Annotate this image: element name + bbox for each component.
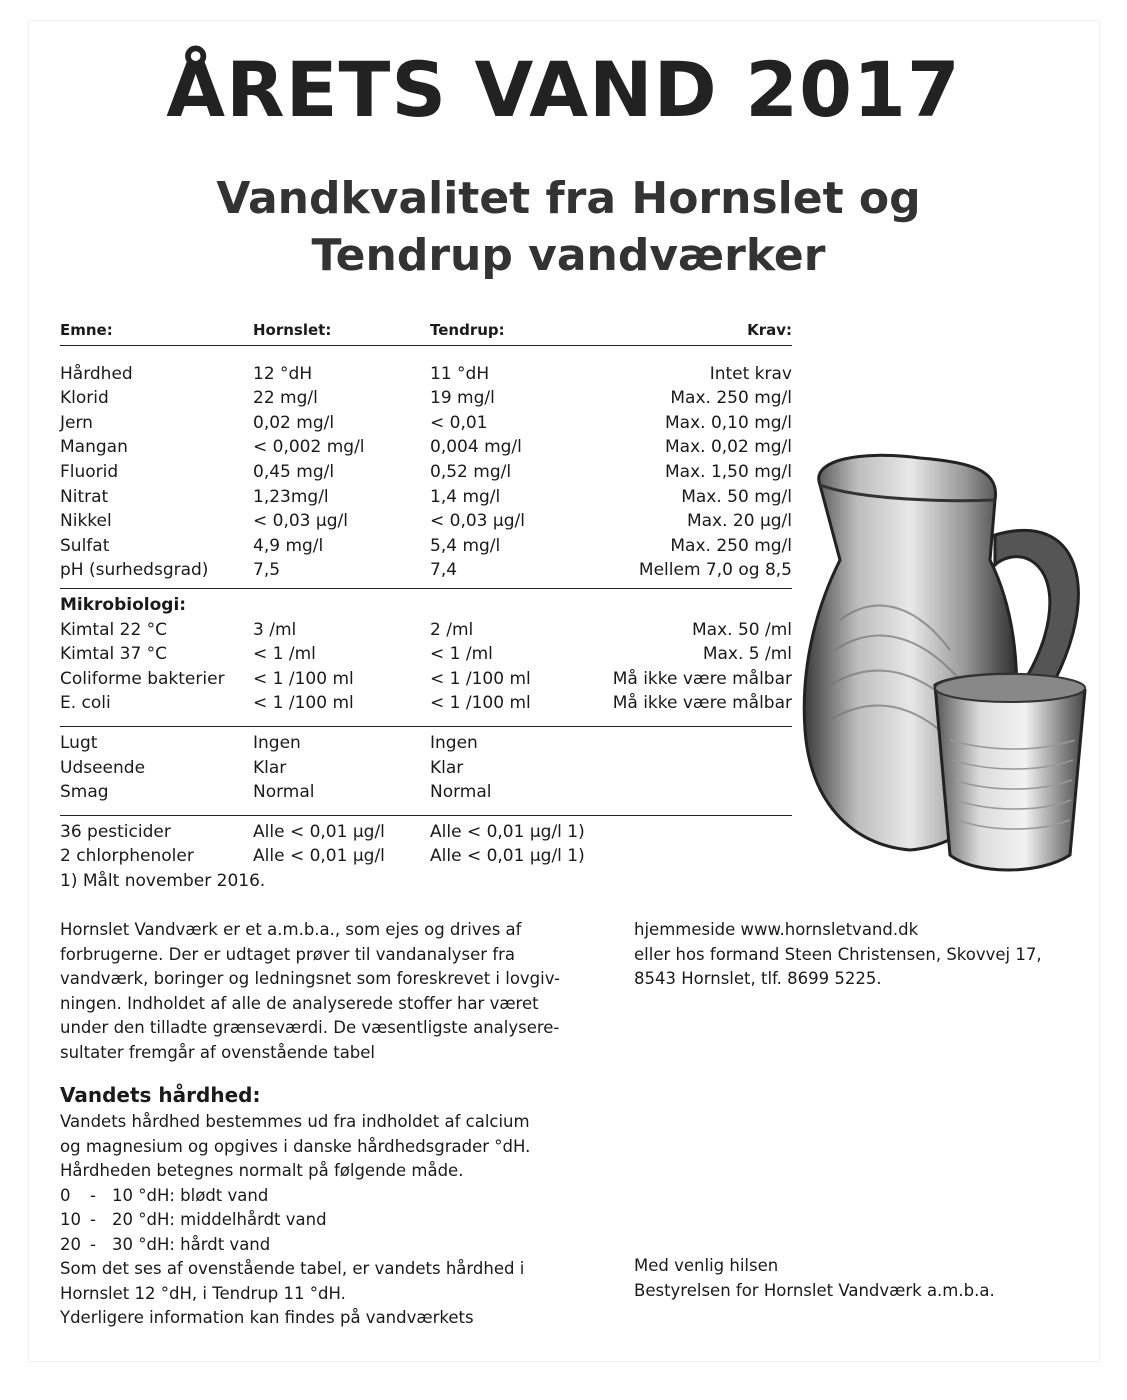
cell: Max. 50 mg/l [681, 486, 792, 507]
table-header [60, 318, 792, 343]
contact-line: eller hos formand Steen Christensen, Skovvej 17, [634, 944, 1042, 964]
header-divider [60, 345, 792, 346]
cell: 0,02 mg/l [253, 412, 335, 433]
paragraph-line: Hornslet Vandværk er et a.m.b.a., som ejes og drives af [60, 920, 522, 939]
header-tendrup: Tendrup: [430, 321, 505, 339]
contact-line: hjemmeside www.hornsletvand.dk [634, 920, 919, 939]
cell: Max. 1,50 mg/l [664, 461, 792, 482]
contact-line: 8543 Hornslet, tlf. 8699 5225. [634, 969, 882, 988]
level-dash: - [90, 1185, 96, 1205]
cell: 36 pesticider [60, 821, 171, 842]
cell: E. coli [60, 693, 111, 714]
contact-info [634, 918, 1074, 992]
glass-rim [935, 674, 1085, 702]
level-desc: 20 °dH: middelhårdt vand [112, 1210, 327, 1229]
hardness-section [60, 1110, 620, 1331]
hardness-line: Yderligere information kan findes på vandværkets [60, 1308, 474, 1327]
table-row [60, 756, 792, 781]
cell: < 0,03 µg/l [253, 511, 348, 532]
water-quality-table [60, 318, 792, 893]
cell: 4,9 mg/l [253, 535, 324, 556]
footnote-text: 1) Målt november 2016. [60, 870, 266, 891]
cell: Ingen [430, 732, 478, 753]
cell: 12 °dH [253, 363, 313, 384]
greeting-line: Med venlig hilsen [634, 1256, 779, 1275]
table-row [60, 618, 792, 643]
cell: Fluorid [60, 461, 119, 482]
table-row [60, 509, 792, 534]
cell: Klar [430, 757, 464, 778]
cell: 22 mg/l [253, 388, 318, 409]
cell: Klar [253, 757, 287, 778]
cell: Max. 20 µg/l [686, 511, 792, 532]
section-divider [60, 588, 792, 589]
cell: Må ikke være målbar [612, 668, 792, 689]
level-desc: 10 °dH: blødt vand [112, 1185, 269, 1205]
cell: < 1 /ml [253, 644, 316, 665]
hardness-line: Vandets hårdhed bestemmes ud fra indholdet af calcium [60, 1112, 530, 1131]
cell: Max. 250 mg/l [670, 388, 792, 409]
cell: < 1 /100 ml [430, 668, 531, 689]
table-row [60, 667, 792, 692]
cell: < 1 /100 ml [430, 693, 531, 714]
table-row [60, 780, 792, 805]
cell: Max. 5 /ml [702, 644, 792, 665]
cell: 7,4 [430, 560, 458, 581]
header-emne: Emne: [60, 321, 113, 339]
cell: Normal [253, 782, 315, 803]
cell: 0,004 mg/l [430, 437, 522, 458]
hardness-line: Som det ses af ovenstående tabel, er vandets hårdhed i [60, 1259, 525, 1278]
page-title: ÅRETS VAND 2017 [166, 45, 961, 134]
cell: < 1 /ml [430, 644, 493, 665]
cell: < 0,01 [430, 412, 488, 433]
cell: Udseende [60, 757, 146, 778]
greeting [634, 1254, 1074, 1303]
paragraph-line: ningen. Indholdet af alle de analyserede stoffer har været [60, 993, 539, 1013]
cell: 1,23mg/l [253, 486, 329, 507]
cell: < 1 /100 ml [253, 668, 354, 689]
cell: Max. 250 mg/l [670, 535, 792, 556]
table-row [60, 731, 792, 756]
cell: < 0,03 µg/l [430, 511, 525, 532]
cell: pH (surhedsgrad) [60, 560, 209, 581]
cell: 1,4 mg/l [430, 486, 501, 507]
cell: 0,45 mg/l [253, 461, 335, 482]
drinking-glass [935, 674, 1085, 870]
cell: Mangan [60, 437, 128, 458]
level-dash: - [90, 1234, 96, 1254]
cell: 3 /ml [253, 619, 297, 640]
cell: Ingen [253, 732, 301, 753]
table-row [60, 460, 792, 485]
hardness-line: og magnesium og opgives i danske hårdhedsgrader °dH. [60, 1136, 531, 1156]
section-divider [60, 726, 792, 727]
hardness-level [60, 1233, 620, 1258]
paragraph-line: sultater fremgår af ovenstående tabel [60, 1042, 376, 1062]
table-row [60, 691, 792, 716]
cell: Coliforme bakterier [60, 668, 225, 689]
paragraph-line: under den tilladte grænseværdi. De væsentligste analysere- [60, 1018, 560, 1037]
cell: 7,5 [253, 560, 281, 581]
table-row [60, 558, 792, 583]
cell: 11 °dH [430, 363, 490, 384]
cell: Intet krav [709, 363, 792, 384]
table-row [60, 411, 792, 436]
cell: Nitrat [60, 486, 109, 507]
hardness-line: Hårdheden betegnes normalt på følgende måde. [60, 1161, 464, 1180]
subtitle-line-2: Tendrup vandværker [311, 230, 826, 282]
subtitle-line-1: Vandkvalitet fra Hornslet og [216, 173, 921, 224]
table-row [60, 642, 792, 667]
micro-heading-label: Mikrobiologi: [60, 594, 187, 615]
cell: Kimtal 22 °C [60, 619, 168, 640]
cell: Jern [60, 412, 93, 433]
hardness-line: Hornslet 12 °dH, i Tendrup 11 °dH. [60, 1283, 346, 1303]
level-dash: - [90, 1210, 96, 1229]
footnote [60, 869, 792, 894]
cell: Klorid [60, 388, 109, 409]
cell: Alle < 0,01 µg/l 1) [430, 821, 585, 842]
cell: < 1 /100 ml [253, 693, 354, 714]
table-row [60, 485, 792, 510]
hardness-level [60, 1208, 620, 1233]
level-from: 10 [60, 1210, 81, 1229]
cell: Kimtal 37 °C [60, 644, 168, 665]
cell: 19 mg/l [430, 388, 495, 409]
level-desc: 30 °dH: hårdt vand [112, 1234, 271, 1254]
cell: Max. 50 /ml [692, 619, 792, 640]
header-hornslet: Hornslet: [253, 321, 332, 339]
cell: Alle < 0,01 µg/l 1) [430, 846, 585, 867]
cell: Alle < 0,01 µg/l [253, 846, 385, 867]
header-krav: Krav: [747, 321, 792, 339]
level-from: 20 [60, 1234, 81, 1254]
cell: Smag [60, 782, 109, 803]
table-row [60, 844, 792, 869]
cell: 2 chlorphenoler [60, 846, 194, 867]
table-row [60, 386, 792, 411]
page-subtitle [0, 170, 1127, 284]
cell: Hårdhed [60, 363, 133, 384]
cell: 0,52 mg/l [430, 461, 512, 482]
cell: < 0,002 mg/l [253, 437, 365, 458]
cell: 2 /ml [430, 619, 474, 640]
greeting-line: Bestyrelsen for Hornslet Vandværk a.m.b.a. [634, 1280, 995, 1300]
table-row [60, 534, 792, 559]
cell: Nikkel [60, 511, 112, 532]
hardness-heading: Vandets hårdhed: [60, 1083, 261, 1107]
cell: Lugt [60, 732, 98, 753]
micro-heading [60, 593, 792, 618]
level-from: 0 [60, 1185, 71, 1205]
section-divider [60, 815, 792, 816]
cell: Mellem 7,0 og 8,5 [638, 560, 792, 581]
cell: 5,4 mg/l [430, 535, 501, 556]
cell: Sulfat [60, 535, 110, 556]
cell: Max. 0,02 mg/l [664, 437, 792, 458]
table-row [60, 820, 792, 845]
cell: Alle < 0,01 µg/l [253, 821, 385, 842]
table-row [60, 435, 792, 460]
pitcher-and-glass-illustration [800, 440, 1100, 880]
cell: Må ikke være målbar [612, 693, 792, 714]
hardness-level [60, 1184, 620, 1209]
table-row [60, 362, 792, 387]
cell: Normal [430, 782, 492, 803]
intro-paragraph [60, 918, 600, 1065]
paragraph-line: forbrugerne. Der er udtaget prøver til vandanalyser fra [60, 944, 516, 964]
cell: Max. 0,10 mg/l [664, 412, 792, 433]
paragraph-line: vandværk, boringer og ledningsnet som foreskrevet i lovgiv- [60, 969, 561, 988]
